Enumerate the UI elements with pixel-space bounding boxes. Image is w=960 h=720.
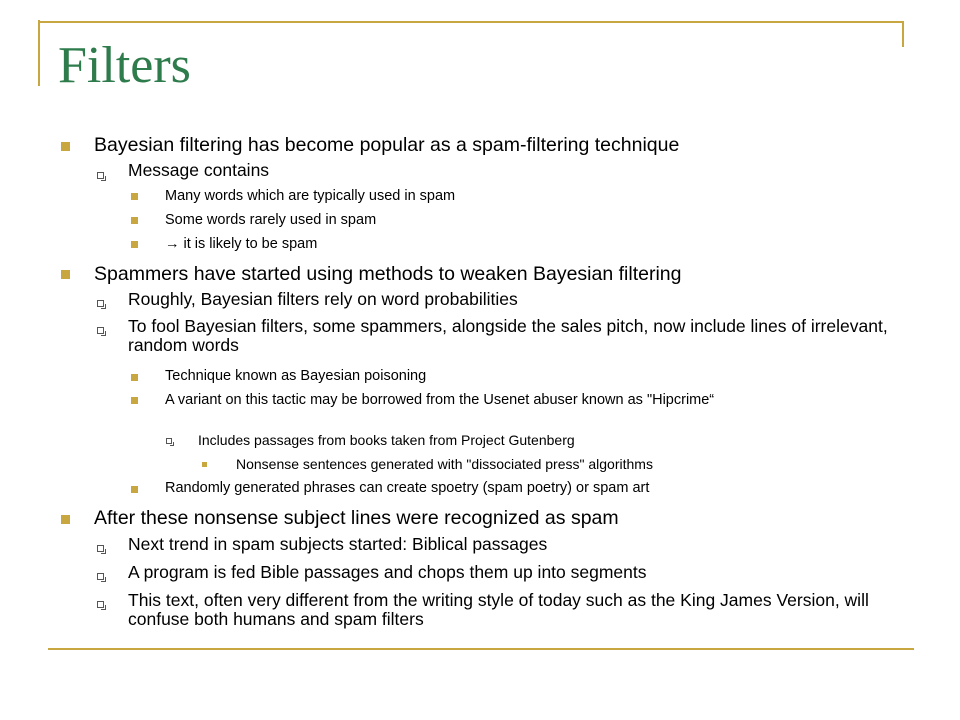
bullet-level3: → it is likely to be spam [165,236,318,252]
hollow-square-bullet-icon [97,300,104,307]
bullet-level2: Next trend in spam subjects started: Biblical passages [128,534,548,554]
bullet-level2: Message contains [128,160,270,180]
square-bullet-icon [61,515,70,524]
hollow-square-bullet-icon [97,545,104,552]
bullet-level3: Randomly generated phrases can create spoetry (spam poetry) or spam art [165,480,650,496]
square-bullet-icon [131,241,138,248]
square-bullet-icon [131,486,138,493]
title-accent-vertical-line [38,20,40,86]
square-bullet-icon [131,397,138,404]
bullet-level2: A program is fed Bible passages and chops them up into segments [128,562,647,582]
bullet-level3: Technique known as Bayesian poisoning [165,368,427,384]
bullet-level3: Some words rarely used in spam [165,212,377,228]
square-bullet-icon [131,217,138,224]
bullet-level4: Includes passages from books taken from Project Gutenberg [198,432,575,448]
bullet-level5: Nonsense sentences generated with "dissociated press" algorithms [236,456,653,472]
bullet-level2: This text, often very different from the writing style of today such as the King James Version, will confuse both humans and spam filters [128,590,869,629]
hollow-square-bullet-icon [97,327,104,334]
slide-title: Filters [58,37,191,94]
right-accent-line [902,21,904,47]
bullet-level2: To fool Bayesian filters, some spammers, alongside the sales pitch, now include lines of irrelevant, random words [128,316,888,355]
square-bullet-icon [131,374,138,381]
bullet-level1: Bayesian filtering has become popular as a spam-filtering technique [94,134,680,156]
hollow-square-bullet-icon [97,601,104,608]
square-bullet-icon [61,270,70,279]
square-bullet-icon [61,142,70,151]
hollow-square-bullet-icon [166,438,172,444]
bullet-level1: After these nonsense subject lines were recognized as spam [94,507,619,529]
hollow-square-bullet-icon [97,172,104,179]
bullet-level3: Many words which are typically used in spam [165,188,456,204]
bullet-level1: Spammers have started using methods to weaken Bayesian filtering [94,263,682,285]
bullet-level3: A variant on this tactic may be borrowed from the Usenet abuser known as "Hipcrime“ [165,392,715,408]
small-square-bullet-icon [202,462,207,467]
hollow-square-bullet-icon [97,573,104,580]
bottom-divider-line [48,648,914,650]
square-bullet-icon [131,193,138,200]
top-divider-line [38,21,904,23]
bullet-level2: Roughly, Bayesian filters rely on word probabilities [128,289,518,309]
